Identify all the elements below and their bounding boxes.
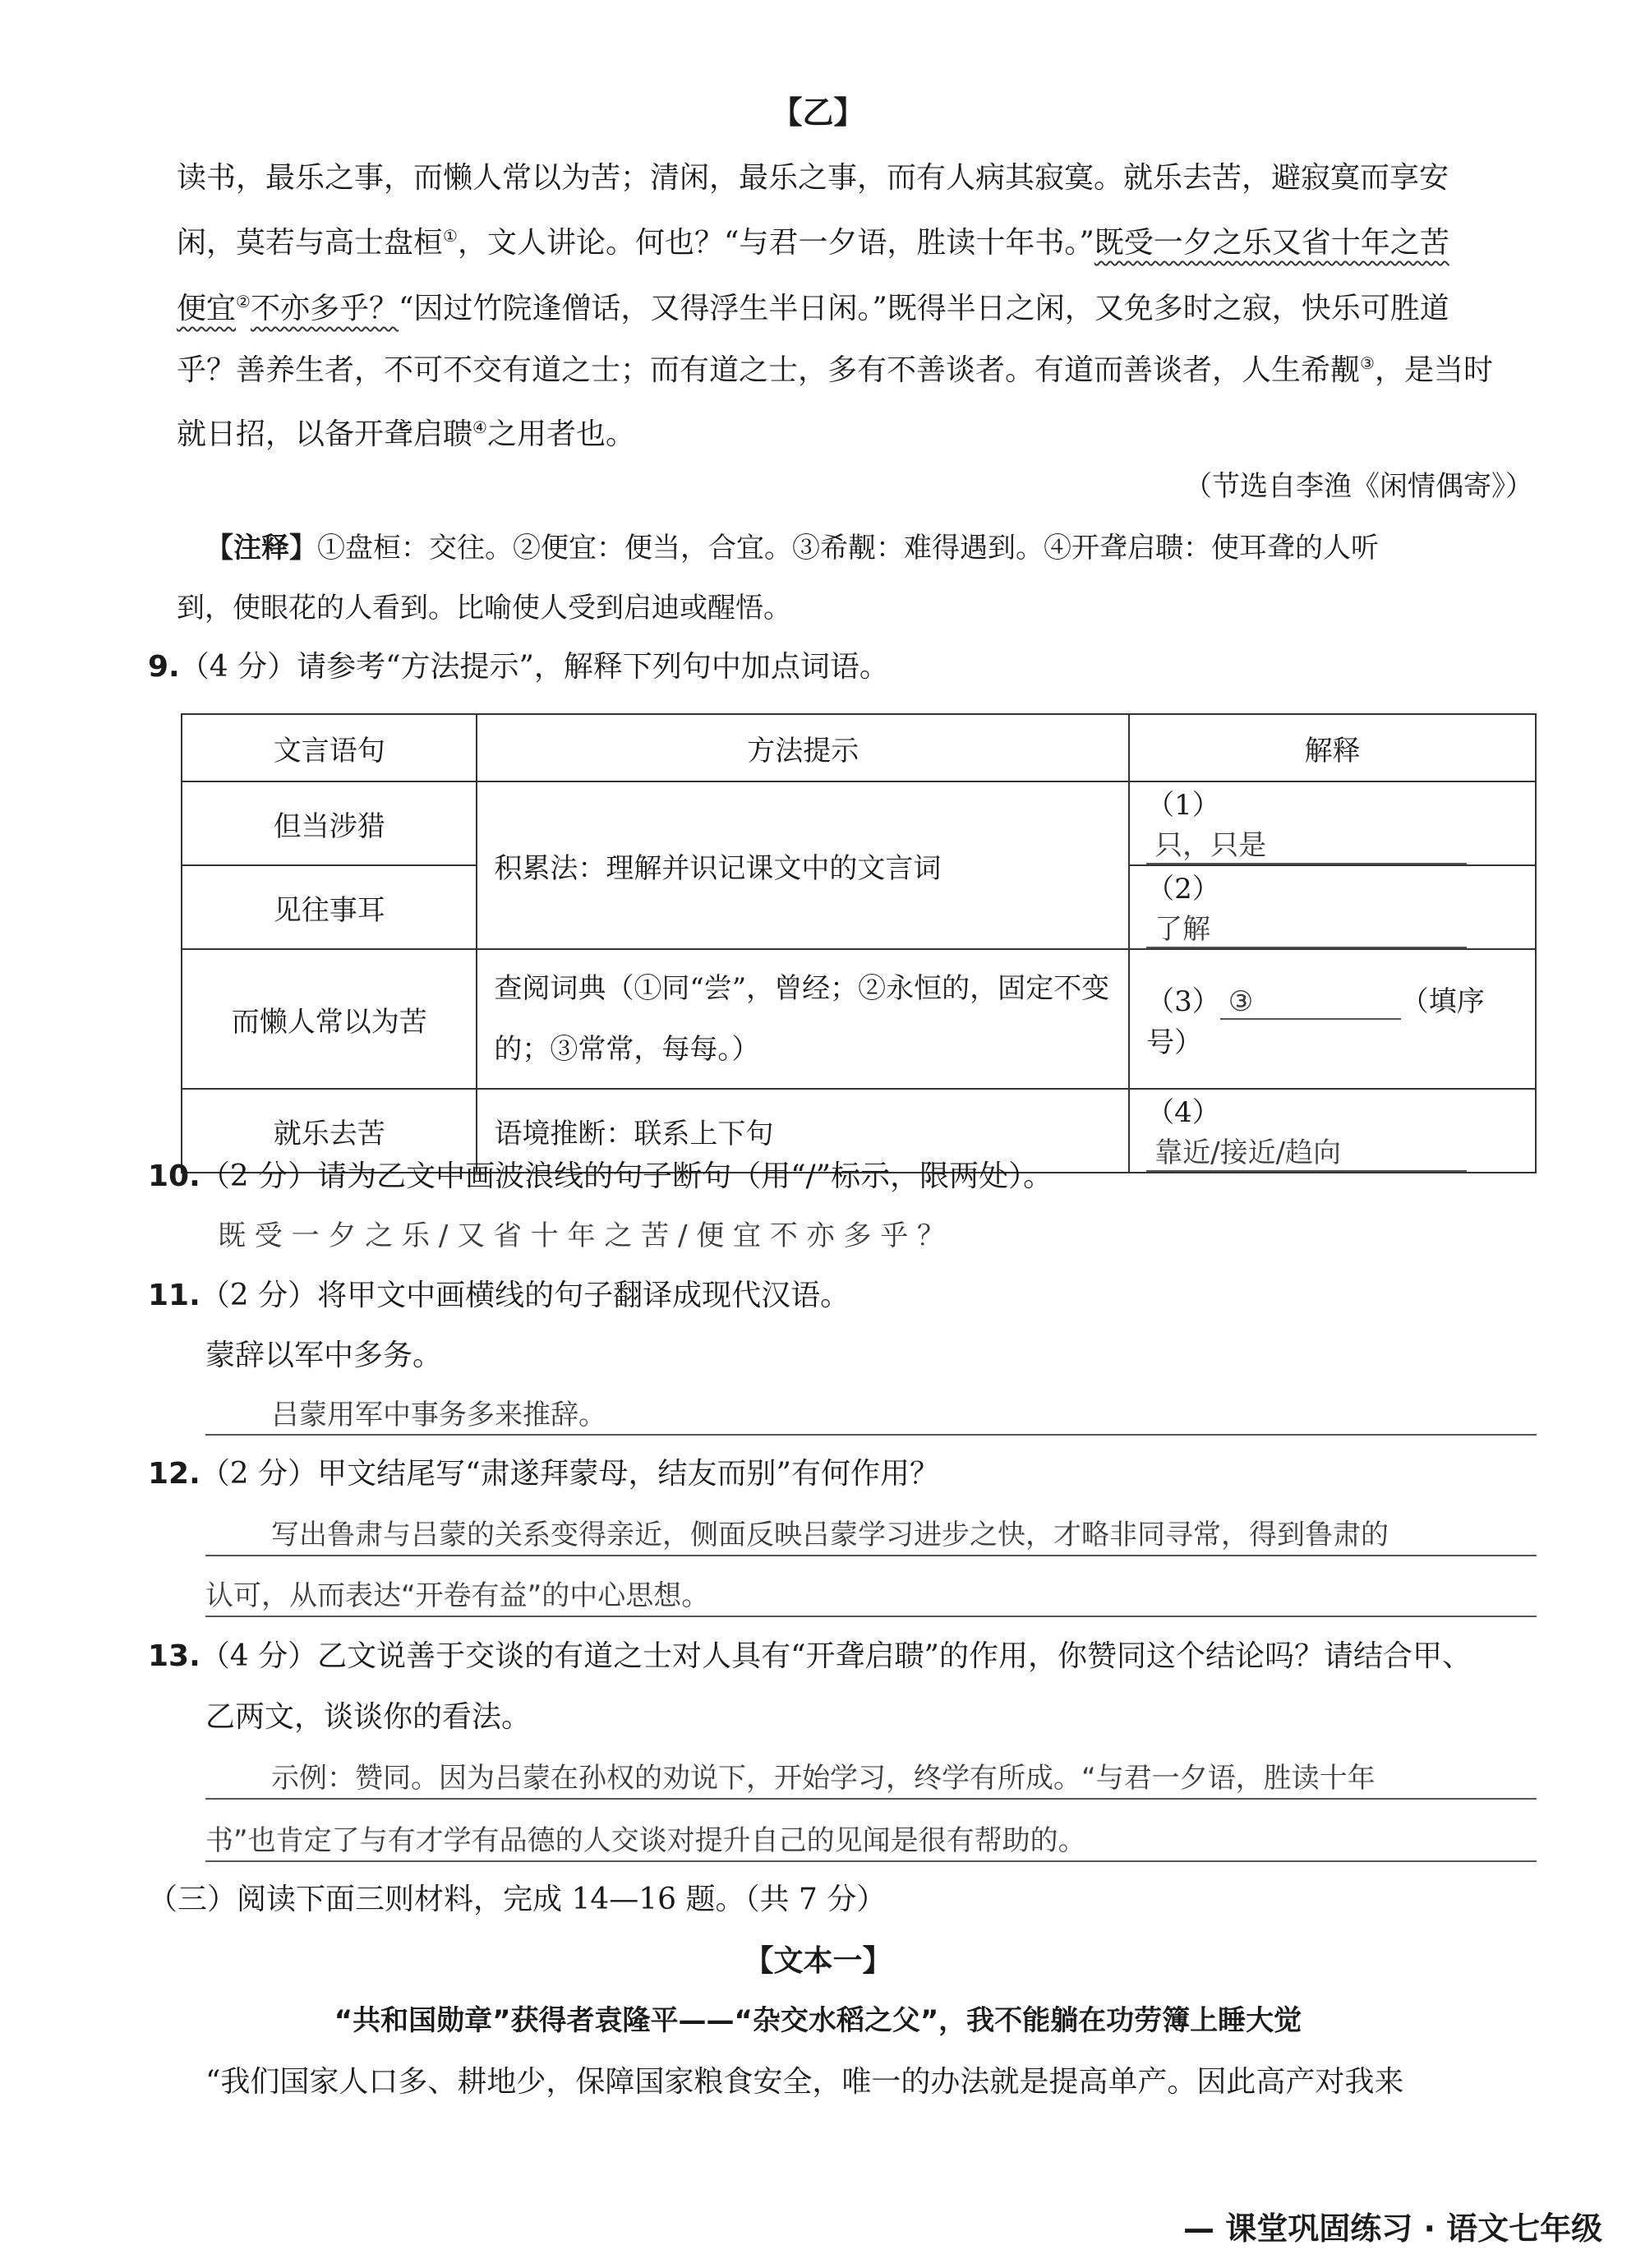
footnote-marker: ① [443,226,458,246]
answer-blank[interactable]: ③ [1220,985,1401,1020]
footnote-marker: ④ [472,417,487,437]
passage-text: 乎？善养生者，不可不交有道之士；而有道之士，多有不善谈者。有道而善谈者，人生希觏 [177,353,1361,387]
question-text: 乙两文，谈谈你的看法。 [205,1700,532,1734]
question-text: （2 分）甲文结尾写“肃遂拜蒙母，结友而别”有何作用？ [200,1457,939,1491]
answer-index: （4） [1146,1096,1220,1129]
answer-index: （2） [1146,873,1220,906]
sentence-cell [182,949,477,1089]
question-9 [148,649,889,685]
sentence-text: 就乐去苦 [273,1117,385,1150]
q11-sentence: 蒙辞以军中多务。 [205,1339,443,1372]
table-row [182,781,1536,865]
section-title: 【乙】 [771,94,865,131]
question-number: 11. [148,1279,200,1312]
passage-text: ，文人讲论。何也？“与君一夕语，胜读十年书。” [457,226,1095,260]
answer-cell [1129,865,1536,949]
passage-text: “因过竹院逢僧话，又得浮生半日闲。”既得半日之闲，又免多时之寂，快乐可胜道 [398,292,1449,325]
passage-text: 之用者也。 [486,417,635,451]
method-cell: 积累法：理解并识记课文中的文言词 [477,781,1129,949]
table-header: 解释 [1129,714,1536,781]
q13-answer: 示例：赞同。因为吕蒙在孙权的劝说下，开始学习，终学有所成。“与君一夕语，胜读十年 [271,1762,1376,1795]
answer-rule [205,1798,1537,1800]
table-header-row [182,714,1536,781]
passage-text: ，是当时 [1374,353,1493,387]
question-13 [148,1639,1472,1675]
q10-answer: 既 受 一 夕 之 乐 / 又 省 十 年 之 苦 / 便 宜 不 亦 多 乎 ？ [218,1219,946,1252]
wavy-underlined-sentence: 便宜 [177,292,237,325]
question-10 [148,1159,1053,1195]
footnote-marker: ③ [1360,353,1375,373]
passage-line [177,345,1493,389]
section-3-heading: （三）阅读下面三则材料，完成 14—16 题。（共 7 分） [148,1883,887,1916]
question-text: （4 分）乙文说善于交谈的有道之士对人具有“开聋启聩”的作用，你赞同这个结论吗？请结合甲、 [200,1639,1472,1673]
table-row [182,949,1536,1089]
method-cell: 语境推断：联系上下句 [477,1089,1129,1173]
footnote-marker: ② [236,292,251,311]
table-header: 文言语句 [182,714,477,781]
sentence-text: 但当涉猎 [273,809,385,843]
answer-blank[interactable]: 靠近/接近/趋向 [1146,1130,1467,1172]
q12-answer: 认可，从而表达“开卷有益”的中心思想。 [205,1579,710,1612]
answer-rule [205,1555,1537,1556]
answer-blank[interactable]: 只，只是 [1146,823,1467,864]
q9-table [181,713,1537,1173]
question-text: （2 分）请为乙文中画波浪线的句子断句（用“/”标示，限两处）。 [200,1159,1053,1193]
table-header: 方法提示 [477,714,1129,781]
passage-line [177,160,1449,196]
answer-rule [205,1434,1537,1436]
question-number: 13. [148,1639,200,1673]
method-cell: 查阅词典（①同“尝”，曾经；②永恒的，固定不变的；③常常，每每。） [477,949,1129,1089]
question-number: 12. [148,1457,200,1491]
text1-label: 【文本一】 [744,1944,892,1978]
answer-index: （1） [1146,789,1220,822]
question-text: （4 分）请参考“方法提示”，解释下列句中加点词语。 [179,650,889,684]
passage-text: 就日招，以备开聋启聩 [177,417,473,451]
answer-blank[interactable]: 了解 [1146,906,1467,948]
text1-body: “我们国家人口多、耕地少，保障国家粮食安全，唯一的办法就是提高单产。因此高产对我来 [205,2065,1404,2099]
question-12 [148,1456,939,1492]
passage-line [177,218,1449,261]
q11-answer: 吕蒙用军中事务多来推辞。 [271,1399,606,1431]
notes-label: 【注释】 [205,532,317,565]
passage-source: （节选自李渔《闲情偶寄》） [1184,470,1533,503]
answer-cell [1129,781,1536,865]
wavy-underlined-sentence: 不亦多乎？ [250,292,399,325]
notes-line [205,530,1379,566]
notes-text: ①盘桓：交往。②便宜：便当，合宜。③希觏：难得遇到。④开聋启聩：使耳聋的人听 [317,532,1379,565]
answer-rule [205,1860,1537,1862]
passage-text: 闲，莫若与高士盘桓 [177,226,444,260]
q13-answer: 书”也肯定了与有才学有品德的人交谈对提升自己的见闻是很有帮助的。 [205,1824,1086,1857]
question-11 [148,1278,850,1314]
answer-rule [205,1616,1537,1617]
passage-text: 读书，最乐之事，而懒人常以为苦；清闲，最乐之事，而有人病其寂寞。就乐去苦，避寂寞而享安 [177,161,1449,195]
question-number: 9. [148,650,180,684]
answer-index: （3） [1146,984,1220,1018]
answer-hint: （填序号） [1146,984,1485,1059]
sentence-cell [182,781,477,865]
sentence-text: 见往事耳 [273,893,385,927]
q12-answer: 写出鲁肃与吕蒙的关系变得亲近，侧面反映吕蒙学习进步之快，才略非同寻常，得到鲁肃的 [271,1519,1389,1551]
passage-line [177,284,1449,327]
question-number: 10. [148,1159,200,1193]
wavy-underlined-sentence: 既受一夕之乐又省十年之苦 [1094,226,1449,260]
page-footer: — 课堂巩固练习 · 语文七年级 [1183,2210,1603,2247]
answer-cell [1129,1089,1536,1173]
text1-headline: “共和国勋章”获得者袁隆平——“杂交水稻之父”，我不能躺在功劳簿上睡大觉 [334,2004,1302,2037]
answer-cell [1129,949,1536,1089]
question-text: （2 分）将甲文中画横线的句子翻译成现代汉语。 [200,1279,850,1312]
sentence-text: 而懒人常以为苦 [231,1005,427,1039]
notes-text: 到，使眼花的人看到。比喻使人受到启迪或醒悟。 [177,592,791,625]
passage-line [177,409,635,453]
sentence-cell [182,865,477,949]
